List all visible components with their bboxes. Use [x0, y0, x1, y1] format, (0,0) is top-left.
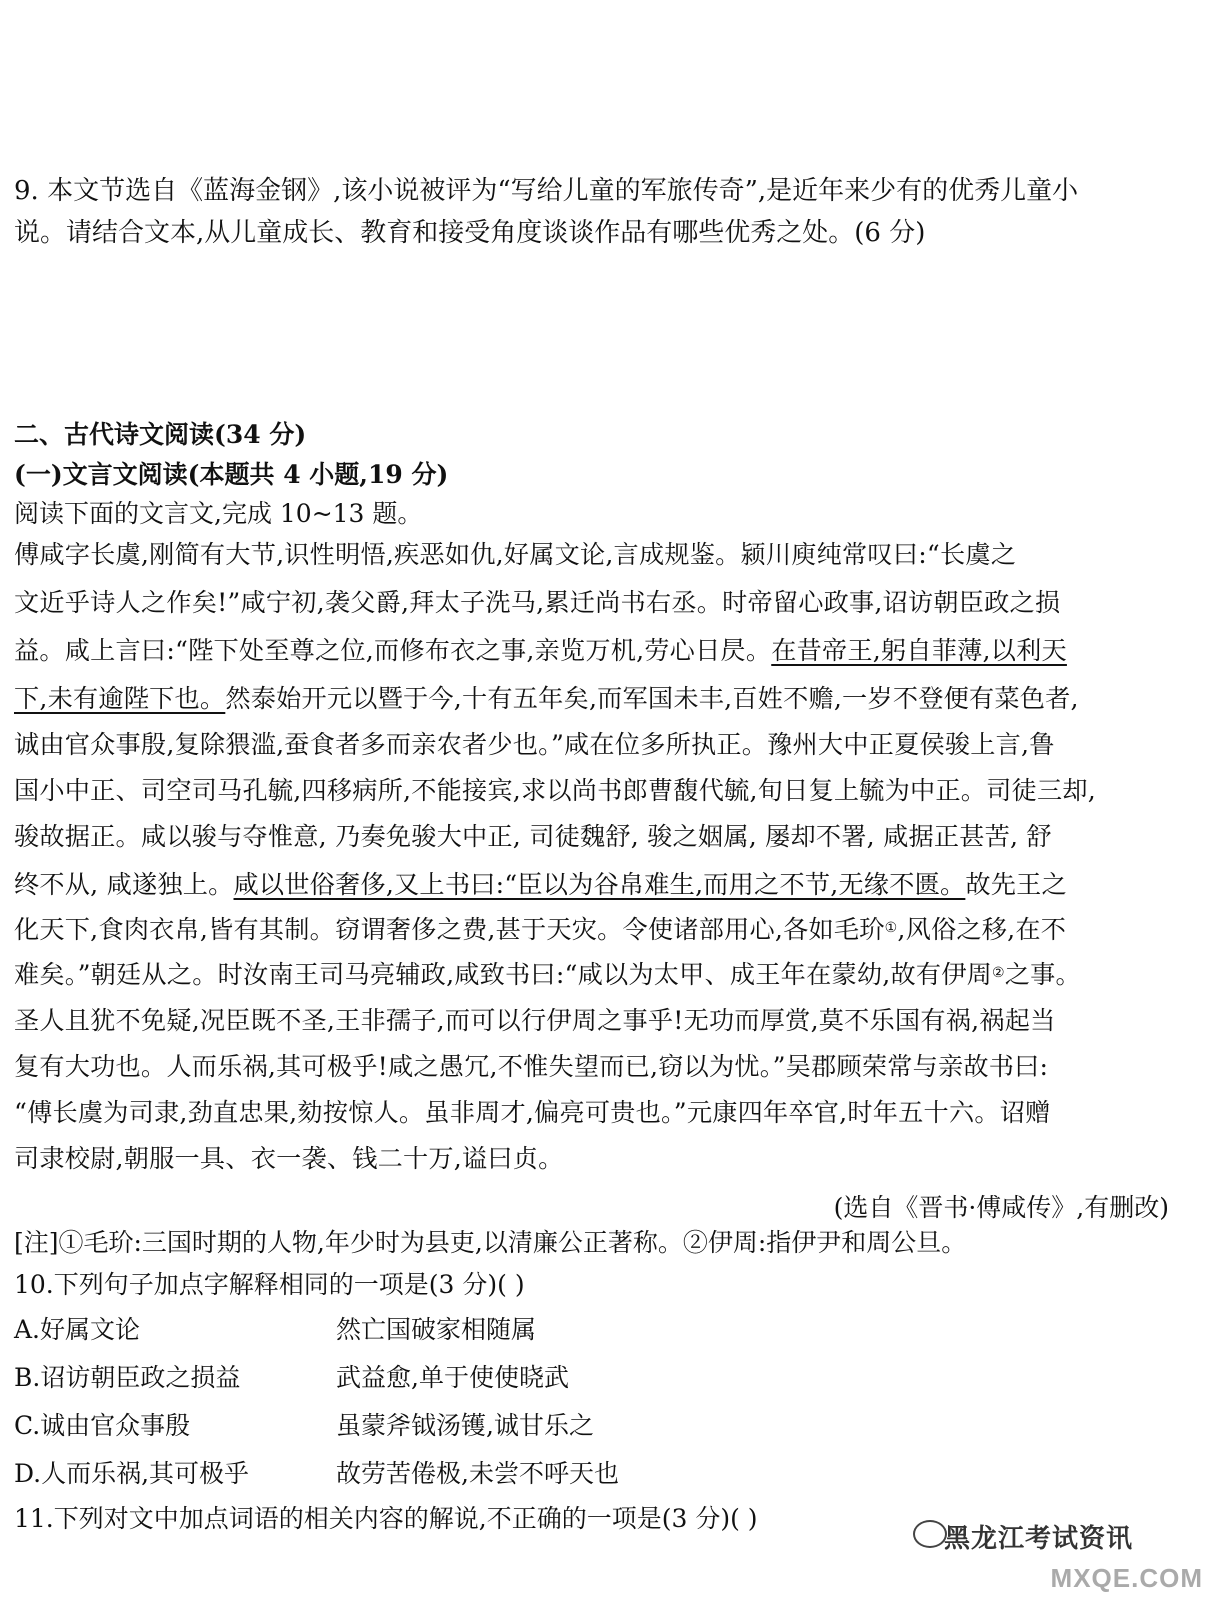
passage-line-14: 司隶校尉,朝服一具、衣一袭、钱二十万,谥曰贞。 — [14, 1144, 564, 1173]
passage-line-8-text: 终不从, 咸遂独上。 — [14, 870, 234, 899]
underlined-sentence-1a: 在昔帝王,躬自菲薄,以利天 — [771, 636, 1067, 665]
wechat-icon — [913, 1520, 947, 1548]
q10-option-d-right: 故劳苦倦极,未尝不呼天也 — [336, 1459, 619, 1488]
passage-line-8-tail: 故先王之 — [965, 870, 1067, 899]
passage-line-3-text: 益。咸上言曰:“陛下处至尊之位,而修布衣之事,亲览万机,劳心日昃。 — [14, 636, 772, 665]
passage-line-1: 傅咸字长虞,刚简有大节,识性明悟,疾恶如仇,好属文论,言成规鉴。颍川庾纯常叹曰:“长虞之 — [14, 540, 1017, 569]
q10-option-c-left: C.诚由官众事殷 — [14, 1411, 191, 1440]
q10-option-b-left: B.诏访朝臣政之损益 — [14, 1363, 241, 1392]
passage-line-10-tail: 之事。 — [1004, 960, 1081, 989]
passage-line-11: 圣人且犹不免疑,况臣既不圣,王非孺子,而可以行伊周之事乎!无功而厚赏,莫不乐国有祸,祸起当 — [14, 1006, 1056, 1035]
passage-line-13: “傅长虞为司隶,劲直忠果,劾按惊人。虽非周才,偏亮可贵也。”元康四年卒官,时年五十六。诏赠 — [14, 1098, 1051, 1127]
q10-option-a-left: A.好属文论 — [14, 1315, 141, 1344]
passage-line-10-text: 难矣。”朝廷从之。时汝南王司马亮辅政,咸致书曰:“咸以为太甲、成王年在蒙幼,故有伊周 — [14, 960, 992, 989]
q10-option-b-right: 武益愈,单于使使晓武 — [336, 1363, 569, 1392]
passage-line-2: 文近乎诗人之作矣!”咸宁初,袭父爵,拜太子洗马,累迁尚书右丞。时帝留心政事,诏访朝臣政之损 — [14, 588, 1061, 617]
reading-instruction: 阅读下面的文言文,完成 10~13 题。 — [14, 499, 423, 528]
footnote-ref-2: ② — [992, 965, 1005, 981]
passage-line-8 — [14, 868, 1067, 902]
footnote-ref-1: ① — [884, 920, 898, 936]
q10-option-c-right: 虽蒙斧钺汤镬,诚甘乐之 — [336, 1411, 594, 1440]
q9-line-2: 说。请结合文本,从儿童成长、教育和接受角度谈谈作品有哪些优秀之处。(6 分) — [14, 218, 926, 248]
passage-line-4 — [14, 682, 1079, 716]
brand-watermark — [913, 1514, 1203, 1594]
passage-line-9-tail: ,风俗之移,在不 — [897, 915, 1067, 944]
q9-line-1: 9. 本文节选自《蓝海金钢》,该小说被评为“写给儿童的军旅传奇”,是近年来少有的优秀儿童小 — [14, 176, 1079, 206]
footnotes: [注]①毛玠:三国时期的人物,年少时为县吏,以清廉公正著称。②伊周:指伊尹和周公旦。 — [14, 1228, 967, 1257]
passage-line-4-text: 然泰始开元以暨于今,十有五年矣,而军国未丰,百姓不赡,一岁不登便有菜色者, — [225, 684, 1079, 713]
section-subtitle: (一)文言文阅读(本题共 4 小题,19 分) — [14, 460, 449, 489]
q11-stem: 11.下列对文中加点词语的相关内容的解说,不正确的一项是(3 分)( ) — [14, 1504, 758, 1533]
underlined-sentence-1b: 下,未有逾陛下也。 — [14, 684, 226, 713]
q10-option-a-right: 然亡国破家相随属 — [336, 1315, 537, 1344]
passage-line-12: 复有大功也。人而乐祸,其可极乎!咸之愚冗,不惟失望而已,窃以为忧。”吴郡顾荣常与亲故书曰: — [14, 1052, 1049, 1081]
brand-site: MXQE.COM — [1050, 1563, 1203, 1593]
q10-stem: 10.下列句子加点字解释相同的一项是(3 分)( ) — [14, 1270, 525, 1299]
passage-line-9 — [14, 913, 1066, 947]
brand-name: 黑龙江考试资讯 — [943, 1524, 1133, 1554]
passage-line-5: 诚由官众事殷,复除猥滥,蚕食者多而亲农者少也。”咸在位多所执正。豫州大中正夏侯骏上言,鲁 — [14, 730, 1055, 759]
passage-line-9-text: 化天下,食肉衣帛,皆有其制。窃谓奢侈之费,甚于天灾。令使诸部用心,各如毛玠 — [14, 915, 885, 944]
passage-line-7: 骏故据正。咸以骏与夺惟意, 乃奏免骏大中正, 司徒魏舒, 骏之姻属, 屡却不署, 咸据正甚苦, 舒 — [14, 822, 1052, 851]
passage-line-10 — [14, 958, 1081, 992]
section-title: 二、古代诗文阅读(34 分) — [14, 420, 307, 449]
passage-line-6: 国小中正、司空司马孔毓,四移病所,不能接宾,求以尚书郎曹馥代毓,旬日复上毓为中正。司徒三却, — [14, 776, 1096, 805]
underlined-sentence-2: 咸以世俗奢侈,又上书曰:“臣以为谷帛难生,而用之不节,无缘不匮。 — [233, 870, 966, 899]
q10-option-d-left: D.人而乐祸,其可极乎 — [14, 1459, 250, 1488]
passage-source: (选自《晋书·傅咸传》,有删改) — [833, 1193, 1169, 1222]
passage-line-3 — [14, 634, 1067, 668]
